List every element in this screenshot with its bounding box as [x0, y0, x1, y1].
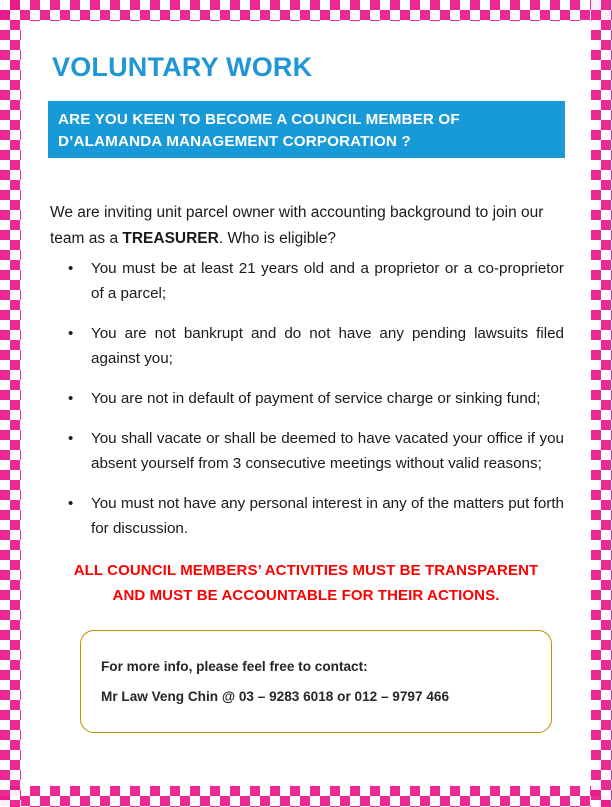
bullet-marker-icon: • — [68, 390, 74, 407]
intro-text-before: We are inviting unit parcel owner with accounting background to join our team as a — [50, 204, 544, 247]
eligibility-list — [64, 256, 564, 541]
list-item — [64, 491, 564, 541]
bullet-marker-icon: • — [68, 430, 74, 447]
list-item-text: You must be at least 21 years old and a proprietor or a co-proprietor of a parcel; — [91, 260, 564, 302]
transparency-notice — [50, 558, 562, 608]
bullet-marker-icon: • — [68, 260, 74, 277]
list-item-text: You shall vacate or shall be deemed to have vacated your office if you absent yourself from 3 consecutive meetings without valid reasons; — [91, 430, 564, 472]
list-item — [64, 256, 564, 306]
list-item-text: You must not have any personal interest in any of the matters put forth for discussion. — [91, 495, 564, 537]
headline-banner-line-2: D’ALAMANDA MANAGEMENT CORPORATION ? — [58, 133, 411, 150]
list-item — [64, 321, 564, 371]
transparency-notice-line-1: ALL COUNCIL MEMBERS’ ACTIVITIES MUST BE TRANSPARENT — [73, 562, 539, 579]
list-item — [64, 386, 564, 411]
transparency-notice-line-2: AND MUST BE ACCOUNTABLE FOR THEIR ACTIONS. — [112, 587, 500, 604]
contact-box — [80, 630, 552, 733]
intro-text-after: . Who is eligible? — [218, 230, 336, 247]
page-title: VOLUNTARY WORK — [52, 52, 313, 82]
contact-intro-text: For more info, please feel free to contact: — [101, 659, 368, 674]
intro-role-emphasis: TREASURER — [122, 230, 219, 247]
headline-banner-line-1: ARE YOU KEEN TO BECOME A COUNCIL MEMBER OF — [58, 111, 460, 128]
list-item — [64, 426, 564, 476]
contact-person-text: Mr Law Veng Chin @ 03 – 9283 6018 or 012 – 9797 466 — [101, 689, 450, 704]
bullet-marker-icon: • — [68, 325, 74, 342]
intro-paragraph — [50, 200, 558, 252]
list-item-text: You are not in default of payment of service charge or sinking fund; — [91, 390, 541, 407]
headline-banner — [48, 101, 565, 158]
list-item-text: You are not bankrupt and do not have any pending lawsuits filed against you; — [91, 325, 564, 367]
bullet-marker-icon: • — [68, 495, 74, 512]
